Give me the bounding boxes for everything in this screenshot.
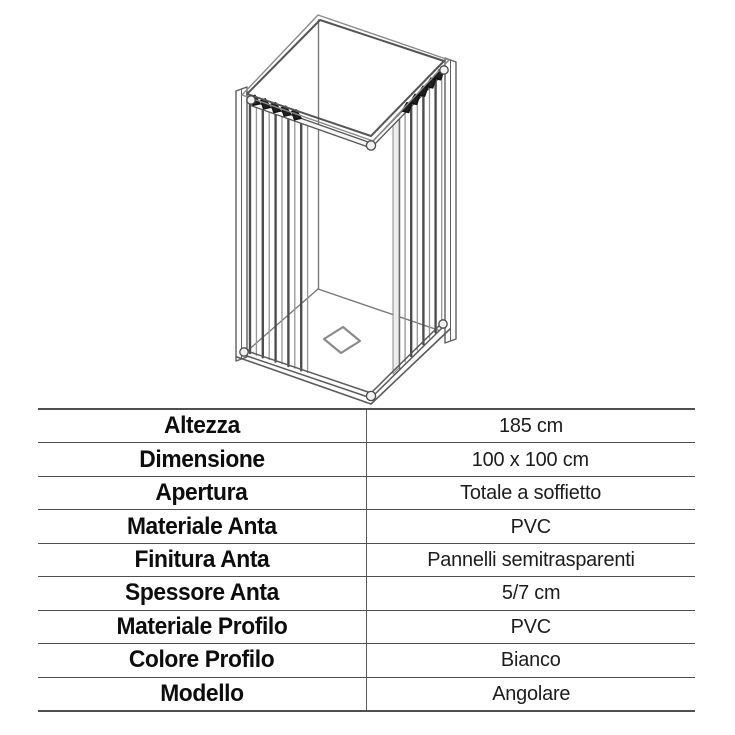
spec-table xyxy=(38,408,695,712)
spec-row xyxy=(38,510,695,543)
spec-value-cell xyxy=(367,443,696,475)
spec-value-cell xyxy=(367,410,696,442)
spec-value: Pannelli semitrasparenti xyxy=(426,547,635,571)
spec-value: Bianco xyxy=(500,648,561,672)
spec-label: Materiale Anta xyxy=(126,512,277,540)
spec-value: 5/7 cm xyxy=(501,581,561,605)
spec-value-cell xyxy=(367,678,696,710)
spec-label-cell xyxy=(38,644,367,676)
spec-value: PVC xyxy=(510,514,551,538)
right-door-stile xyxy=(393,116,399,374)
spec-value: Totale a soffietto xyxy=(460,481,602,505)
spec-value-cell xyxy=(367,477,696,509)
spec-value-cell xyxy=(367,510,696,542)
spec-label-cell xyxy=(38,410,367,442)
spec-label-cell xyxy=(38,477,367,509)
drain xyxy=(324,327,360,353)
spec-label: Materiale Profilo xyxy=(116,612,288,640)
spec-row xyxy=(38,644,695,677)
spec-row xyxy=(38,410,695,443)
spec-label-cell xyxy=(38,510,367,542)
spec-label-cell xyxy=(38,544,367,576)
spec-label: Spessore Anta xyxy=(124,579,279,607)
spec-value-cell xyxy=(367,644,696,676)
spec-label: Colore Profilo xyxy=(129,646,275,674)
wall-profile-right xyxy=(445,58,456,343)
spec-label: Dimensione xyxy=(139,445,265,473)
spec-value: Angolare xyxy=(491,681,570,705)
spec-value: PVC xyxy=(510,614,551,638)
spec-row xyxy=(38,544,695,577)
spec-value-cell xyxy=(367,611,696,643)
spec-label-cell xyxy=(38,678,367,710)
spec-row xyxy=(38,678,695,712)
top-frame xyxy=(242,15,449,141)
spec-row xyxy=(38,477,695,510)
spec-label: Altezza xyxy=(163,412,240,440)
spec-label: Apertura xyxy=(155,479,248,507)
spec-label-cell xyxy=(38,611,367,643)
spec-row xyxy=(38,577,695,610)
spec-row xyxy=(38,443,695,476)
wall-profile-left xyxy=(236,87,247,361)
spec-value: 100 x 100 cm xyxy=(472,447,590,471)
spec-value-cell xyxy=(367,577,696,609)
spec-label: Modello xyxy=(160,679,244,707)
spec-label-cell xyxy=(38,443,367,475)
spec-row xyxy=(38,611,695,644)
spec-label: Finitura Anta xyxy=(134,545,270,573)
spec-value-cell xyxy=(367,544,696,576)
spec-label-cell xyxy=(38,577,367,609)
spec-value: 185 cm xyxy=(498,414,563,438)
left-folding-door xyxy=(250,103,308,373)
